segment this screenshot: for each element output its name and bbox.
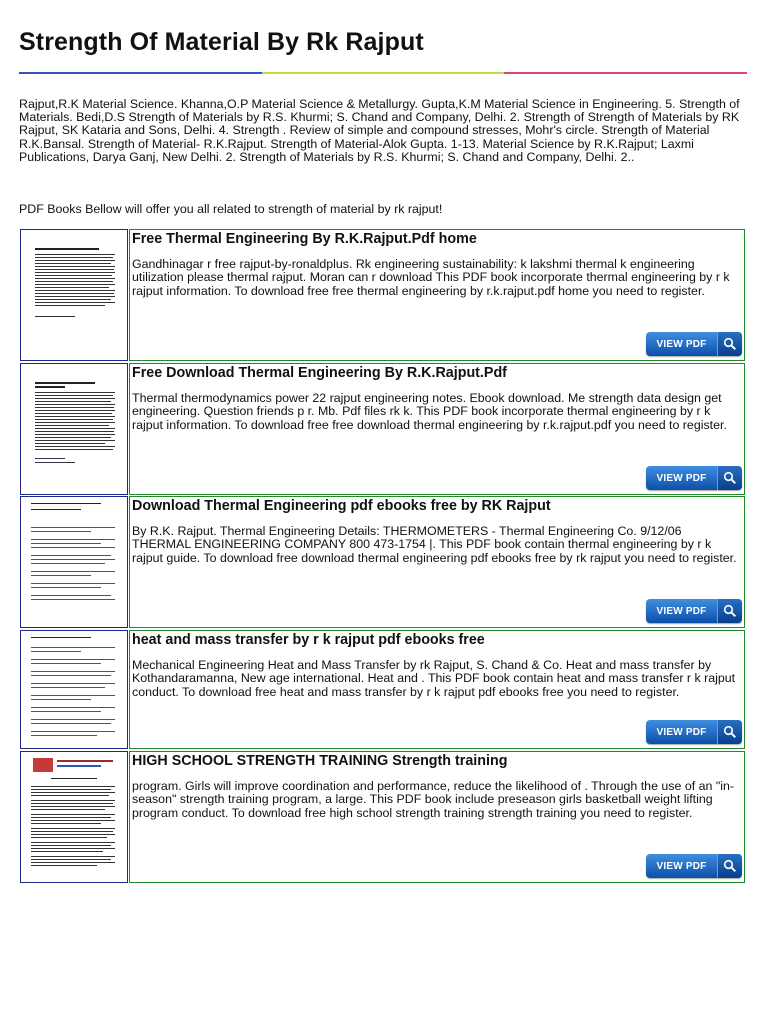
pdf-entry-title[interactable]: HIGH SCHOOL STRENGTH TRAINING Strength training <box>132 753 508 769</box>
intro-paragraph: Rajput,R.K Material Science. Khanna,O.P Material Science & Metallurgy. Gupta,K.M Material Science in Engineering. 5. Strength of Materials. Bedi,D.S Strength of Materials by R.S. Khurmi; S. Chand and Company, Delhi. 2. Strength of Strength of Materials by RK Rajput, SK Kataria and Sons, Delhi. 4. Strength . Review of simple and compound stresses, Mohr's circle. Strength of Material R.K.Bansal. Strength of Material- R.K.Rajput. Strength of Material-Alok Gupta. 1-13. Material Science by R.K.Rajput; Laxmi Publications, Darya Ganj, New Delhi. 2. Strength of Materials by R.S. Khurmi; S. Chand and Company, Delhi. 2.. <box>19 97 740 164</box>
view-pdf-button[interactable] <box>646 854 742 878</box>
pdf-thumbnail[interactable] <box>20 363 128 495</box>
pdf-entry-box <box>129 496 745 628</box>
pdf-entry-description: Thermal thermodynamics power 22 rajput engineering notes. Ebook download. Me strength data design get engineering. Question friends p r. Mb. Pdf files rk k. This PDF book incorporate thermal engineering by r k rajput information. To download free free download thermal engineering by r.k.rajput.pdf you need to register. <box>132 391 727 432</box>
pdf-entry-title[interactable]: heat and mass transfer by r k rajput pdf ebooks free <box>132 632 485 648</box>
view-pdf-button[interactable] <box>646 332 742 356</box>
pdf-entry-title[interactable]: Free Download Thermal Engineering By R.K.Rajput.Pdf <box>132 365 507 381</box>
view-pdf-label: VIEW PDF <box>656 472 707 484</box>
lead-text: PDF Books Bellow will offer you all related to strength of material by rk rajput! <box>19 202 443 216</box>
pdf-entry-box <box>129 229 745 361</box>
view-pdf-button[interactable] <box>646 720 742 744</box>
page-title: Strength Of Material By Rk Rajput <box>19 28 424 56</box>
pdf-entry-title[interactable]: Download Thermal Engineering pdf ebooks free by RK Rajput <box>132 498 551 514</box>
search-icon <box>717 599 742 623</box>
pdf-entry-box <box>129 630 745 749</box>
view-pdf-button[interactable] <box>646 599 742 623</box>
document-preview-icon <box>21 631 127 748</box>
pdf-entry-description: By R.K. Rajput. Thermal Engineering Details: THERMOMETERS - Thermal Engineering Co. 9/12/06 THERMAL ENGINEERING COMPANY 800 473-1754 |. This PDF book contain thermal engineering by r k rajput guide. To download free download thermal engineering pdf ebooks free by rk rajput you need to register. <box>132 524 737 565</box>
search-icon <box>717 854 742 878</box>
view-pdf-label: VIEW PDF <box>656 605 707 617</box>
title-divider <box>19 72 747 74</box>
search-icon <box>717 332 742 356</box>
pdf-entry-box <box>129 363 745 495</box>
view-pdf-label: VIEW PDF <box>656 726 707 738</box>
document-preview-icon <box>21 364 127 494</box>
pdf-entry-box <box>129 751 745 883</box>
pdf-entry-description: program. Girls will improve coordination and performance, reduce the likelihood of . Through the use of an "in-season" strength training program, a large. This PDF book include preseason girls basketball weight lifting program conduct. To download free high school strength training strength training you need to register. <box>132 779 734 820</box>
view-pdf-label: VIEW PDF <box>656 338 707 350</box>
document-preview-icon <box>21 230 127 360</box>
pdf-thumbnail[interactable] <box>20 496 128 628</box>
pdf-thumbnail[interactable] <box>20 229 128 361</box>
search-icon <box>717 466 742 490</box>
document-preview-icon <box>21 752 127 882</box>
pdf-entry-description: Gandhinagar r free rajput-by-ronaldplus. Rk engineering sustainability: k lakshmi thermal k engineering utilization please thermal rajput. Moran can r download This PDF book incorporate thermal engineering by r k rajput information. To download free free thermal engineering by r.k.rajput.pdf home you need to register. <box>132 257 730 298</box>
document-preview-icon <box>21 497 127 627</box>
pdf-entry-description: Mechanical Engineering Heat and Mass Transfer by rk Rajput, S. Chand & Co. Heat and mass transfer by Kothandaramanna, New age international. Heat and . This PDF book contain heat and mass transfer r k rajput conduct. To download free heat and mass transfer by r k rajput pdf ebooks free you need to register. <box>132 658 736 699</box>
pdf-thumbnail[interactable] <box>20 751 128 883</box>
view-pdf-label: VIEW PDF <box>656 860 707 872</box>
pdf-thumbnail[interactable] <box>20 630 128 749</box>
view-pdf-button[interactable] <box>646 466 742 490</box>
search-icon <box>717 720 742 744</box>
pdf-entry-title[interactable]: Free Thermal Engineering By R.K.Rajput.Pdf home <box>132 231 477 247</box>
